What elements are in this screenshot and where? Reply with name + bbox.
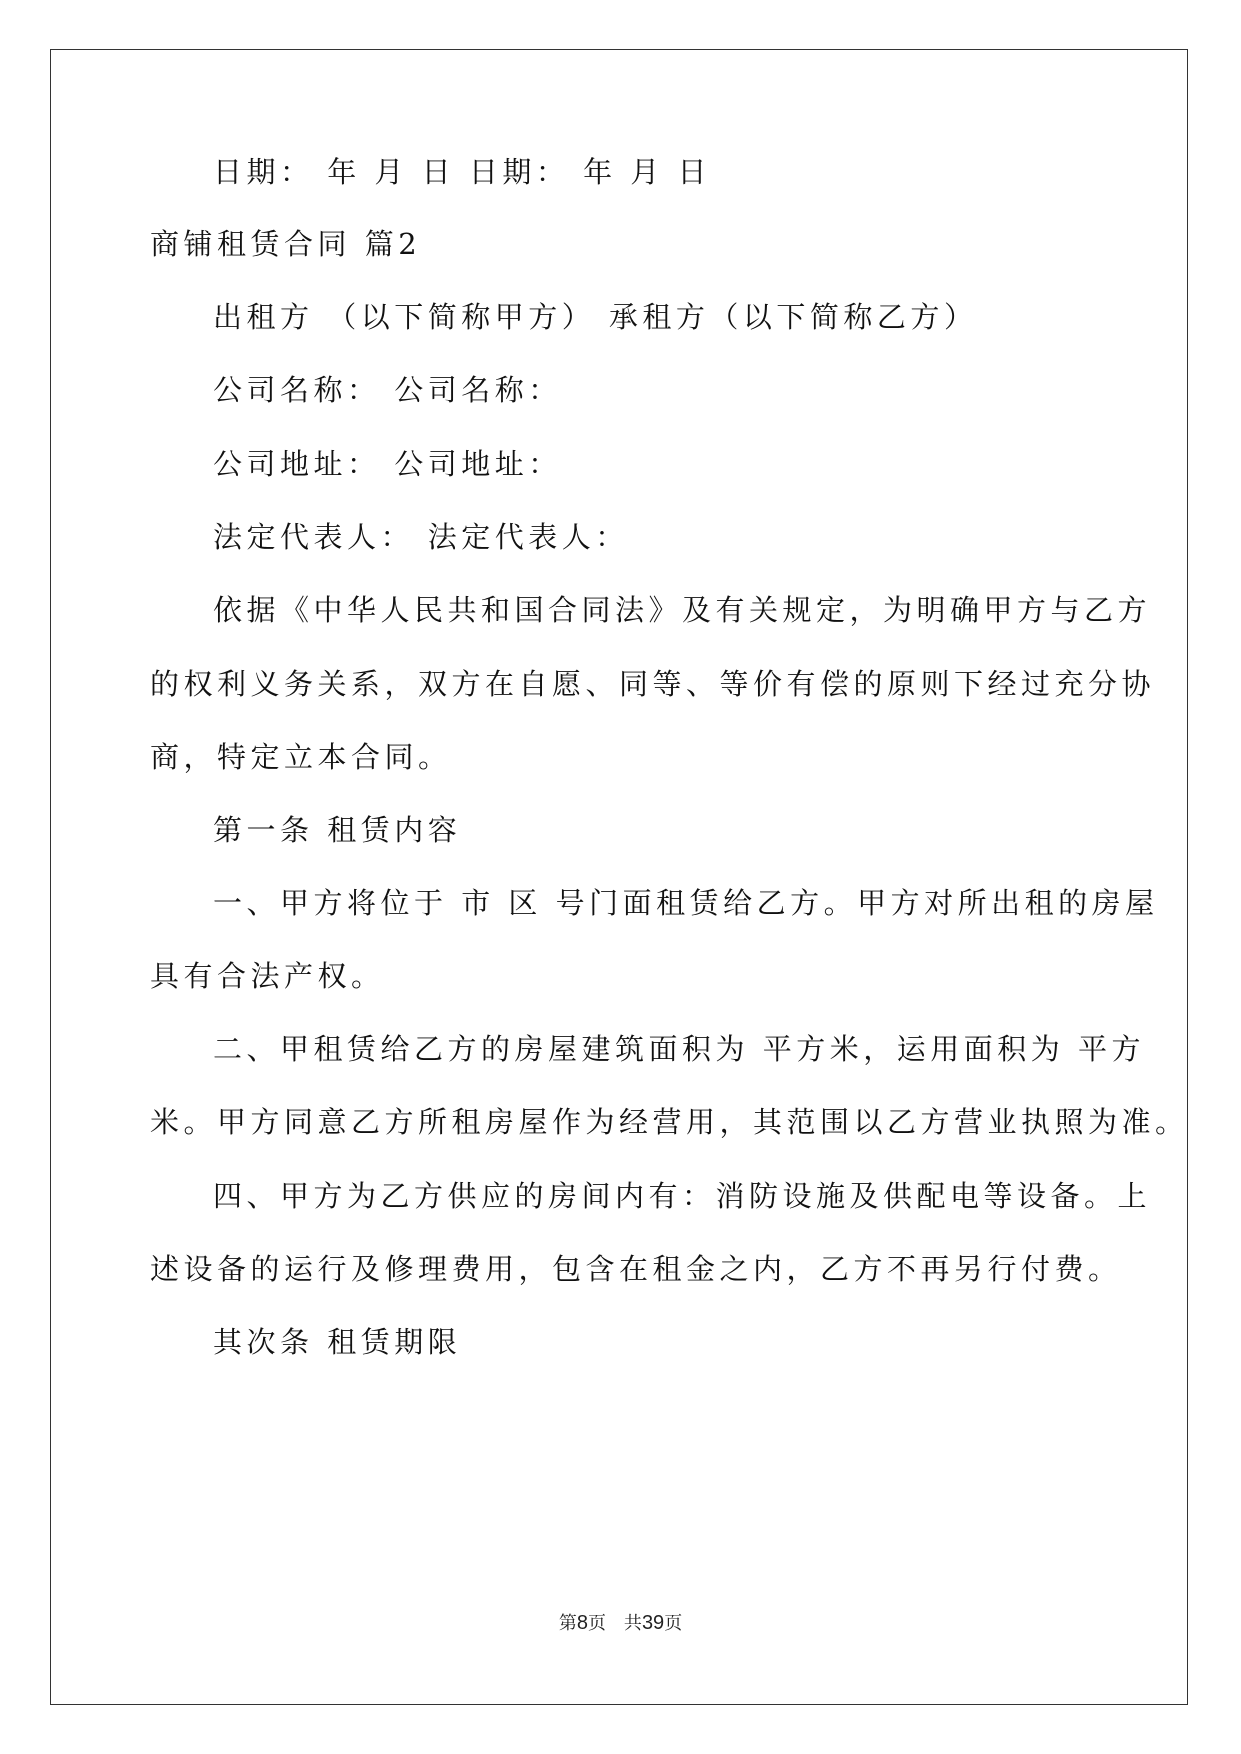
page-suffix: 页 [664, 1613, 683, 1634]
signature-date-line: 日期： 年 月 日 日期： 年 月 日 [213, 155, 712, 189]
preamble-line-3: 商，特定立本合同。 [150, 740, 452, 774]
page-footer [0, 1611, 1241, 1636]
preamble-line-1: 依据《中华人民共和国合同法》及有关规定，为明确甲方与乙方 [213, 593, 1152, 627]
clause-1-line-1: 一、甲方将位于 市 区 号门面租赁给乙方。甲方对所出租的房屋 [213, 886, 1159, 920]
company-address-line: 公司地址： 公司地址： [213, 447, 562, 481]
page-mid: 页 共 [587, 1613, 642, 1634]
preamble-line-2: 的权利义务关系，双方在自愿、同等、等价有偿的原则下经过充分协 [150, 667, 1156, 701]
page-prefix: 第 [558, 1613, 577, 1634]
clause-2-line-2: 米。甲方同意乙方所租房屋作为经营用，其范围以乙方营业执照为准。 [150, 1105, 1189, 1139]
page-total: 39 [641, 1612, 665, 1634]
article-2-heading: 其次条 租赁期限 [213, 1325, 462, 1359]
article-1-heading: 第一条 租赁内容 [213, 813, 462, 847]
clause-4-line-1: 四、甲方为乙方供应的房间内有：消防设施及供配电等设备。上 [213, 1179, 1152, 1213]
clause-4-line-2: 述设备的运行及修理费用，包含在租金之内，乙方不再另行付费。 [150, 1252, 1122, 1286]
section-heading: 商铺租赁合同 篇2 [150, 227, 422, 261]
page-number: 8 [576, 1612, 588, 1634]
clause-1-line-2: 具有合法产权。 [150, 959, 385, 993]
company-name-line: 公司名称： 公司名称： [213, 373, 562, 407]
clause-2-line-1: 二、甲租赁给乙方的房屋建筑面积为 平方米，运用面积为 平方 [213, 1032, 1145, 1066]
legal-representative-line: 法定代表人： 法定代表人： [213, 520, 629, 554]
parties-line: 出租方 （以下简称甲方） 承租方（以下简称乙方） [213, 300, 978, 334]
